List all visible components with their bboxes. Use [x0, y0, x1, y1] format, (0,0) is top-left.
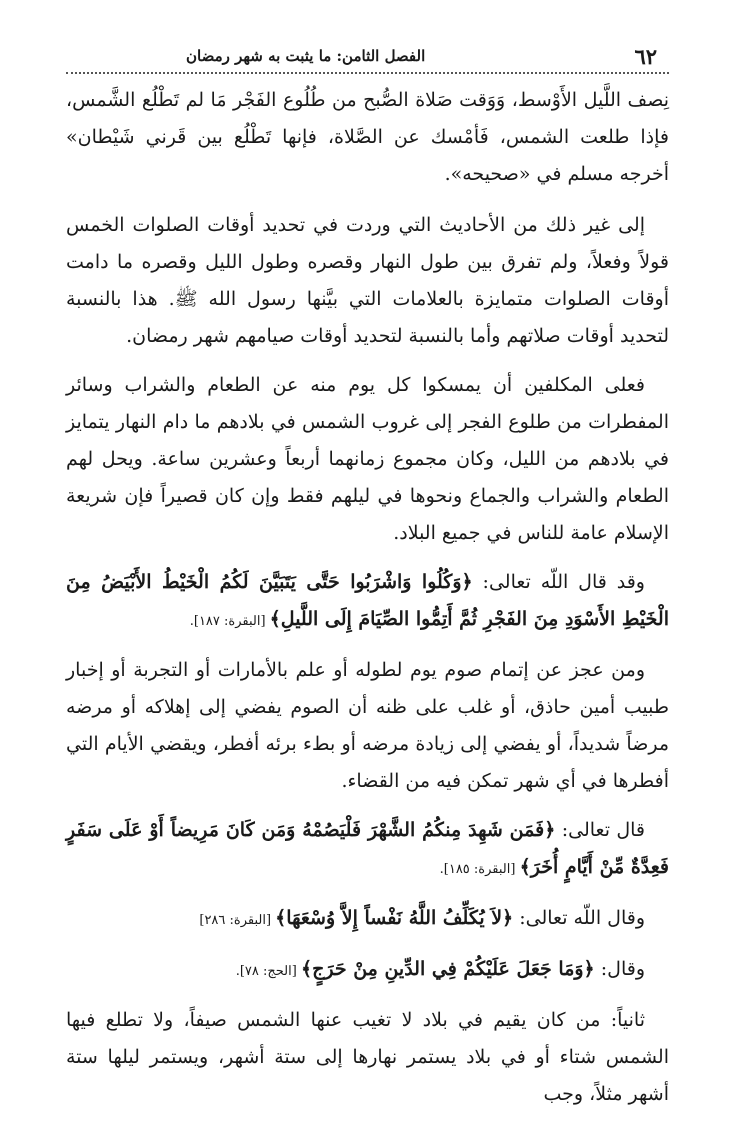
paragraph-verse-286	[66, 900, 669, 939]
verse-reference: [البقرة: ٢٨٦]	[199, 913, 276, 928]
body-text	[66, 82, 669, 1125]
paragraph-prayer-times: إلى غير ذلك من الأحاديث التي وردت في تحديد أوقات الصلوات الخمس قولاً وفعلاً، ولم تفرق بين طول النهار وقصره وطول الليل وقصره ما دامت أوقات الصلوات متمايزة بالعلامات التي بيَّنها رسول الله ﷺ. هذا بالنسبة لتحديد أوقات صلاتهم وأما بالنسبة لتحديد أوقات صيامهم شهر رمضان.	[66, 214, 669, 347]
quran-verse: ﴿لاَ يُكَلِّفُ اللَّهُ نَفْساً إِلاَّ وُسْعَهَا﴾	[275, 907, 514, 929]
paragraph-hadith-end: نِصف اللَّيل الأَوْسط، وَوَقت صَلاة الصُّبح من طُلُوع الفَجْر مَا لم تَطْلُع الشَّمس، فإذا طلعت الشمس، فَأمْسك عن الصَّلاة، فإنها تَطْلُع بين قَرني شَيْطان» أخرجه مسلم في «صحيحه».	[66, 89, 669, 185]
paragraph-inability: ومن عجز عن إتمام صوم يوم لطوله أو علم بالأمارات أو التجربة أو إخبار طبيب أمين حاذق، أو غلب على ظنه أن الصوم يفضي إلى إهلاكه أو مرضه مرضاً شديداً، أو يفضي إلى زيادة مرضه أو بطء برئه أفطر، ويقضي الأيام التي أفطرها في أي شهر تمكن فيه من القضاء.	[66, 659, 669, 792]
quran-verse: ﴿وَكُلُوا وَاشْرَبُوا حَتَّى يَتَبَيَّنَ لَكُمُ الْخَيْطُ الأَبْيَضُ مِنَ الْخَيْطِ الأَسْوَدِ مِنَ الفَجْرِ ثُمَّ أَتِمُّوا الصِّيَامَ إِلَى اللَّيلِ﴾	[66, 571, 669, 630]
quran-verse: ﴿وَمَا جَعَلَ عَلَيْكُمْ فِي الدِّينِ مِنْ حَرَجٍ﴾	[300, 958, 595, 980]
paragraph-verse-78	[66, 951, 669, 990]
verse-intro: وقال:	[594, 958, 645, 980]
paragraph-fasting-duty: فعلى المكلفين أن يمسكوا كل يوم منه عن الطعام والشراب وسائر المفطرات من طلوع الفجر إلى غروب الشمس في بلادهم ما دام النهار يتمايز في بلادهم من الليل، وكان مجموع زمانهما أربعاً وعشرين ساعة. ويحل لهم الطعام والشراب والجماع ونحوها في ليلهم فقط وإن كان قصيراً فإن شريعة الإسلام عامة للناس في جميع البلاد.	[66, 374, 669, 544]
verse-intro: قال تعالى:	[555, 819, 645, 841]
verse-intro: وقال اللّه تعالى:	[513, 907, 645, 929]
paragraph-verse-185	[66, 812, 669, 888]
quran-verse: ﴿فَمَن شَهِدَ مِنكُمُ الشَّهْرَ فَلْيَصُمْهُ وَمَن كَانَ مَرِيضاً أَوْ عَلَى سَفَرٍ فَعِدَّةٌ مِّنْ أَيَّامٍ أُخَرَ﴾	[66, 819, 669, 878]
book-page	[66, 0, 669, 1105]
page-number: ٦٢	[634, 43, 657, 69]
verse-reference: [الحج: ٧٨].	[235, 964, 301, 979]
verse-reference: [البقرة: ١٨٥].	[439, 862, 520, 877]
chapter-title: الفصل الثامن: ما يثبت به شهر رمضان	[186, 47, 426, 65]
verse-intro: وقد قال اللّه تعالى:	[472, 571, 645, 593]
verse-reference: [البقرة: ١٨٧].	[189, 614, 270, 629]
paragraph-verse-187	[66, 564, 669, 640]
running-header	[66, 42, 669, 70]
paragraph-second-case: ثانياً: من كان يقيم في بلاد لا تغيب عنها الشمس صيفاً، ولا تطلع فيها الشمس شتاء أو في بلاد يستمر نهارها إلى ستة أشهر، ويستمر ليلها ستة أشهر مثلاً، وجب	[66, 1009, 669, 1105]
header-divider	[66, 72, 669, 74]
